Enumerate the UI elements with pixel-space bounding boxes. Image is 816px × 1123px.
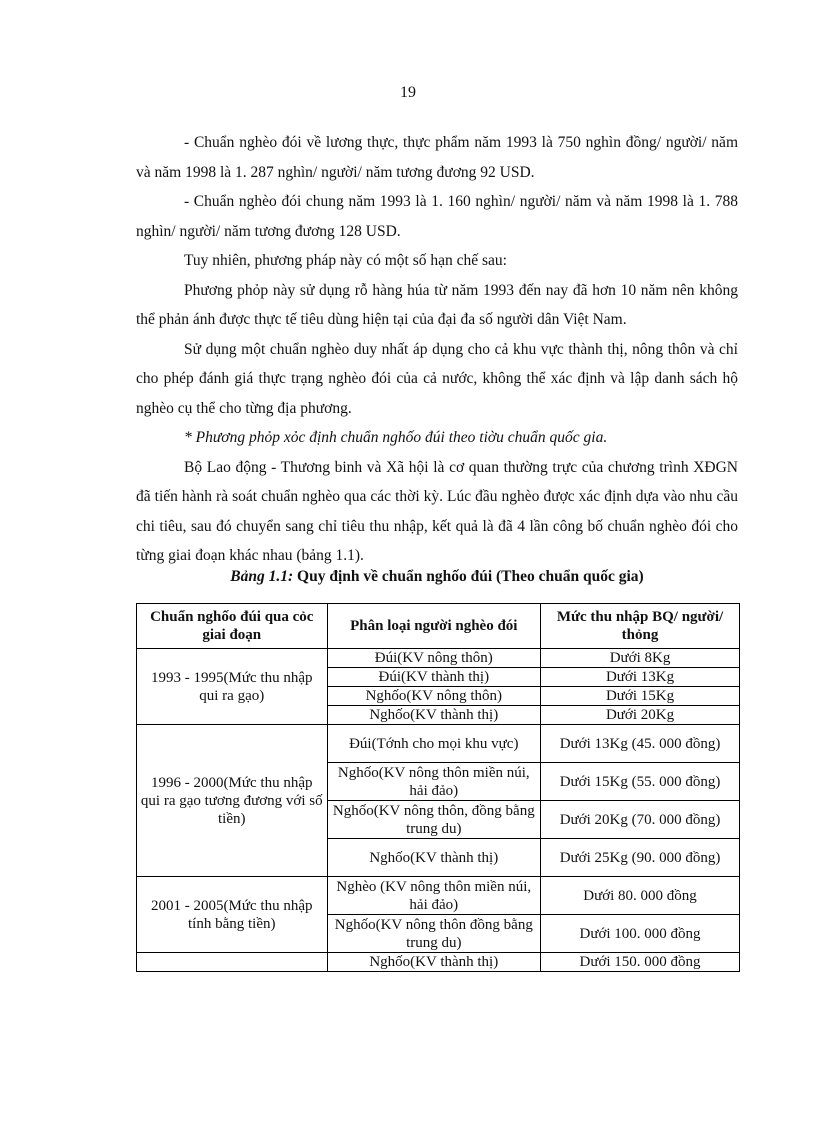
- type-cell: Đúi(KV thành thị): [327, 668, 541, 687]
- type-cell: Nghốo(KV nông thôn, đồng bằng trung du): [327, 801, 541, 839]
- table-caption-text: Quy định về chuẩn nghốo đúi (Theo chuẩn quốc gia): [293, 568, 644, 585]
- paragraph-general-poverty-line: - Chuẩn nghèo đói chung năm 1993 là 1. 160 nghìn/ người/ năm và năm 1998 là 1. 788 nghìn/ người/ năm tương đương 128 USD.: [136, 193, 738, 240]
- body-text: [136, 128, 738, 571]
- header-type: Phân loại người nghèo đói: [327, 604, 541, 649]
- income-cell: Dưới 15Kg: [541, 687, 740, 706]
- income-cell: Dưới 20Kg (70. 000 đồng): [541, 801, 740, 839]
- type-cell: Nghèo (KV nông thôn miền núi, hải đảo): [327, 877, 541, 915]
- income-cell: Dưới 25Kg (90. 000 đồng): [541, 839, 740, 877]
- table-header-row: [137, 604, 740, 649]
- income-cell: Dưới 20Kg: [541, 706, 740, 725]
- table-caption-label: Bảng 1.1:: [230, 568, 294, 585]
- table-caption: [136, 568, 738, 586]
- type-cell: Đúi(KV nông thôn): [327, 649, 541, 668]
- income-cell: Dưới 100. 000 đồng: [541, 915, 740, 953]
- header-income: Mức thu nhập BQ/ người/ thỏng: [541, 604, 740, 649]
- period-cell: 2001 - 2005(Mức thu nhập tính bằng tiền): [137, 877, 328, 953]
- period-cell-empty: [137, 953, 328, 972]
- paragraph-limitation-single-line: Sử dụng một chuẩn nghèo duy nhất áp dụng cho cả khu vực thành thị, nông thôn và chỉ cho phép đánh giá thực trạng nghèo đói của cả nước, không thể xác định và lập danh sách hộ nghèo cụ thể cho từng địa phương.: [136, 340, 738, 417]
- type-cell: Nghốo(KV thành thị): [327, 953, 541, 972]
- income-cell: Dưới 15Kg (55. 000 đồng): [541, 763, 740, 801]
- poverty-norms-table: [136, 603, 740, 972]
- page-number: 19: [400, 84, 416, 101]
- period-cell: 1993 - 1995(Mức thu nhập qui ra gạo): [137, 649, 328, 725]
- paragraph-limitations-intro: Tuy nhiên, phương pháp này có một số hạn chế sau:: [184, 252, 507, 269]
- header-period: Chuẩn nghốo đúi qua cỏc giai đoạn: [137, 604, 328, 649]
- section-heading-national-standard: * Phương phỏp xỏc định chuẩn nghốo đúi theo tiờu chuẩn quốc gia.: [184, 429, 608, 446]
- type-cell: Nghốo(KV nông thôn): [327, 687, 541, 706]
- table-row: [137, 649, 740, 668]
- type-cell: Nghốo(KV thành thị): [327, 839, 541, 877]
- period-cell: 1996 - 2000(Mức thu nhập qui ra gạo tương đương với số tiền): [137, 725, 328, 877]
- income-cell: Dưới 150. 000 đồng: [541, 953, 740, 972]
- income-cell: Dưới 13Kg (45. 000 đồng): [541, 725, 740, 763]
- income-cell: Dưới 8Kg: [541, 649, 740, 668]
- income-cell: Dưới 80. 000 đồng: [541, 877, 740, 915]
- table-row: [137, 953, 740, 972]
- paragraph-food-poverty-line: - Chuẩn nghèo đói về lương thực, thực phẩm năm 1993 là 750 nghìn đồng/ người/ năm và năm 1998 là 1. 287 nghìn/ người/ năm tương đương 92 USD.: [136, 134, 738, 181]
- type-cell: Nghốo(KV nông thôn miền núi, hải đảo): [327, 763, 541, 801]
- table-row: [137, 877, 740, 915]
- table-row: [137, 725, 740, 763]
- income-cell: Dưới 13Kg: [541, 668, 740, 687]
- type-cell: Nghốo(KV thành thị): [327, 706, 541, 725]
- paragraph-limitation-basket: Phương phỏp này sử dụng rỗ hàng húa từ năm 1993 đến nay đã hơn 10 năm nên không thể phản ánh được thực tế tiêu dùng hiện tại của đại đa số người dân Việt Nam.: [136, 281, 738, 328]
- type-cell: Nghốo(KV nông thôn đồng bằng trung du): [327, 915, 541, 953]
- type-cell: Đúi(Tớnh cho mọi khu vực): [327, 725, 541, 763]
- paragraph-ministry: Bộ Lao động - Thương binh và Xã hội là cơ quan thường trực của chương trình XĐGN đã tiến hành rà soát chuẩn nghèo qua các thời kỳ. Lúc đầu nghèo được xác định dựa vào nhu cầu chi tiêu, sau đó chuyển sang chỉ tiêu thu nhập, kết quả là đã 4 lần công bố chuẩn nghèo đói cho từng giai đoạn khác nhau (bảng 1.1).: [136, 458, 738, 564]
